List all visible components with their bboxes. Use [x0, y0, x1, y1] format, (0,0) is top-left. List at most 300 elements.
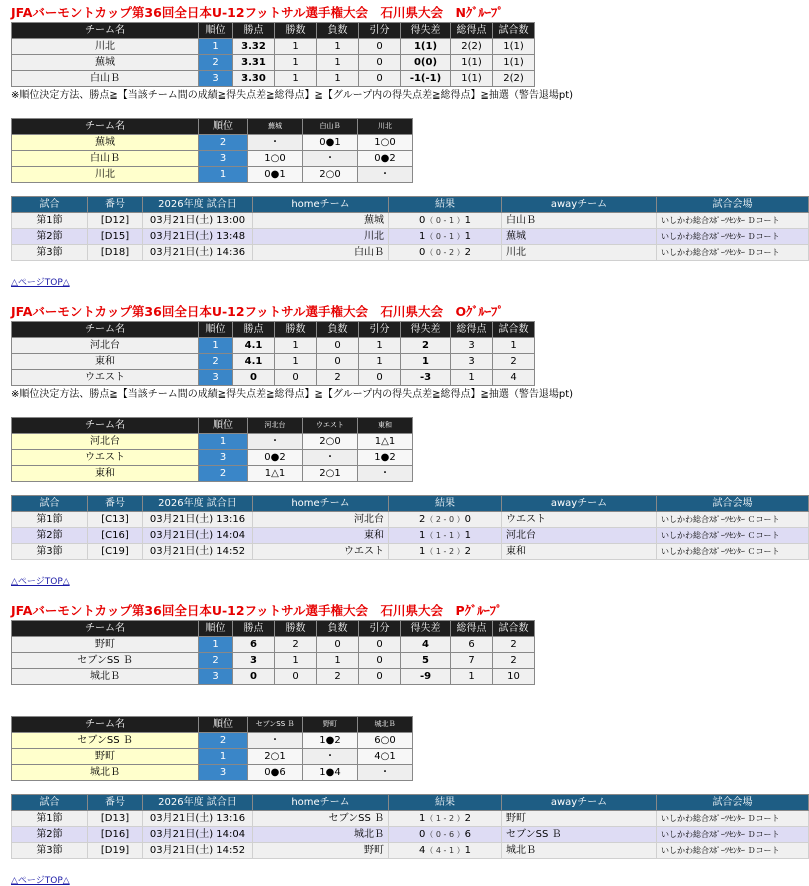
standings-header — [12, 322, 535, 338]
rank-cell: 3 — [199, 450, 248, 466]
match-number: [D18] — [88, 245, 143, 261]
match-result — [389, 811, 502, 827]
round-cell: 第1節 — [12, 213, 88, 229]
matrix-row — [12, 434, 413, 450]
standings-cell: 1(1) — [493, 39, 535, 55]
matrix-header-cell: 順位 — [199, 119, 248, 135]
matrix-header-cell: チーム名 — [12, 717, 199, 733]
rank-cell: 3 — [199, 669, 233, 685]
games-header — [12, 795, 809, 811]
match-number: [D13] — [88, 811, 143, 827]
rank-cell: 2 — [199, 354, 233, 370]
standings-row — [12, 55, 535, 71]
results-matrix — [11, 417, 413, 482]
standings-cell: 0(0) — [401, 55, 451, 71]
standings-cell: 1 — [275, 39, 317, 55]
away-team: 野町 — [502, 811, 657, 827]
round-cell: 第1節 — [12, 512, 88, 528]
standings-cell: 1(1) — [451, 55, 493, 71]
standings-row — [12, 338, 535, 354]
standings-cell: 1 — [317, 71, 359, 87]
standings-cell: -9 — [401, 669, 451, 685]
standings-cell: 1 — [493, 338, 535, 354]
venue: いしかわ総合ｽﾎﾟｰﾂｾﾝﾀｰ Ｃコート — [657, 512, 809, 528]
game-row — [12, 245, 809, 261]
team-name: 蕪城 — [12, 55, 199, 71]
matrix-header — [12, 119, 413, 135]
standings-cell: 2 — [317, 669, 359, 685]
rank-cell: 2 — [199, 653, 233, 669]
venue: いしかわ総合ｽﾎﾟｰﾂｾﾝﾀｰ Ｃコート — [657, 544, 809, 560]
away-team: 川北 — [502, 245, 657, 261]
standings-cell: 1(1) — [401, 39, 451, 55]
venue: いしかわ総合ｽﾎﾟｰﾂｾﾝﾀｰ Ｄコート — [657, 213, 809, 229]
standings-cell: 0 — [359, 39, 401, 55]
match-date: 03月21日(土) 14:36 — [143, 245, 253, 261]
standings-table — [11, 321, 535, 386]
matrix-row — [12, 733, 413, 749]
standings-cell: 0 — [359, 55, 401, 71]
standings-cell: 3.32 — [233, 39, 275, 55]
standings-cell: 4.1 — [233, 354, 275, 370]
matrix-result: 2○0 — [303, 167, 358, 183]
match-number: [C16] — [88, 528, 143, 544]
standings-header-cell: 引分 — [359, 621, 401, 637]
match-date: 03月21日(土) 13:16 — [143, 512, 253, 528]
team-name: 河北台 — [12, 338, 199, 354]
match-date: 03月21日(土) 13:48 — [143, 229, 253, 245]
round-cell: 第3節 — [12, 544, 88, 560]
venue: いしかわ総合ｽﾎﾟｰﾂｾﾝﾀｰ Ｄコート — [657, 229, 809, 245]
away-score: 1 — [464, 530, 471, 541]
match-number: [D15] — [88, 229, 143, 245]
standings-header-cell: 試合数 — [493, 23, 535, 39]
standings-header-cell: 試合数 — [493, 621, 535, 637]
matrix-result: ・ — [303, 450, 358, 466]
round-cell: 第1節 — [12, 811, 88, 827]
rank-cell: 1 — [199, 338, 233, 354]
standings-cell: 0 — [359, 653, 401, 669]
half-time-score: （ 1 - 2 ） — [425, 547, 465, 556]
matrix-row — [12, 450, 413, 466]
home-team: 白山Ｂ — [253, 245, 389, 261]
matrix-result: ・ — [358, 466, 413, 482]
standings-cell: 2 — [493, 354, 535, 370]
team-name: 白山Ｂ — [12, 151, 199, 167]
half-time-score: （ 4 - 1 ） — [425, 846, 465, 855]
away-team: 城北Ｂ — [502, 843, 657, 859]
rank-cell: 2 — [199, 733, 248, 749]
standings-cell: 2 — [275, 637, 317, 653]
away-score: 1 — [464, 845, 471, 856]
match-date: 03月21日(土) 14:52 — [143, 843, 253, 859]
games-header-cell: 2026年度 試合日 — [143, 496, 253, 512]
match-number: [D12] — [88, 213, 143, 229]
match-result — [389, 544, 502, 560]
game-row — [12, 544, 809, 560]
standings-cell: 3.31 — [233, 55, 275, 71]
standings-cell: 6 — [233, 637, 275, 653]
matrix-row — [12, 167, 413, 183]
matrix-result: ・ — [248, 733, 303, 749]
venue: いしかわ総合ｽﾎﾟｰﾂｾﾝﾀｰ Ｄコート — [657, 827, 809, 843]
standings-header-cell: 勝点 — [233, 322, 275, 338]
half-time-score: （ 0 - 2 ） — [425, 248, 465, 257]
home-team: 河北台 — [253, 512, 389, 528]
matrix-result: 1△1 — [358, 434, 413, 450]
group-title: JFAバーモントカップ第36回全日本U-12フットサル選手権大会 石川県大会 Nｸﾞﾙｰﾌﾟ — [11, 5, 504, 20]
matrix-result: 6○0 — [358, 733, 413, 749]
matrix-header-cell: 順位 — [199, 418, 248, 434]
games-header-cell: awayチーム — [502, 795, 657, 811]
standings-header-cell: 負数 — [317, 621, 359, 637]
match-number: [D19] — [88, 843, 143, 859]
match-date: 03月21日(土) 14:04 — [143, 827, 253, 843]
standings-row — [12, 653, 535, 669]
match-number: [D16] — [88, 827, 143, 843]
rank-cell: 2 — [199, 135, 248, 151]
games-header-cell: 試合 — [12, 795, 88, 811]
standings-cell: 4 — [401, 637, 451, 653]
team-name: 東和 — [12, 466, 199, 482]
games-header-cell: 試合 — [12, 197, 88, 213]
game-row — [12, 827, 809, 843]
standings-header-cell: 得失差 — [401, 23, 451, 39]
matrix-result: ・ — [248, 434, 303, 450]
game-row — [12, 811, 809, 827]
rank-cell: 1 — [199, 749, 248, 765]
standings-cell: 0 — [233, 370, 275, 386]
away-team: 白山Ｂ — [502, 213, 657, 229]
games-header — [12, 197, 809, 213]
rank-cell: 2 — [199, 466, 248, 482]
matrix-header-cell: 城北Ｂ — [358, 717, 413, 733]
standings-row — [12, 71, 535, 87]
matrix-result: ・ — [358, 765, 413, 781]
half-time-score: （ 1 - 1 ） — [425, 531, 465, 540]
matrix-result: 0●2 — [248, 450, 303, 466]
matrix-header-cell: 順位 — [199, 717, 248, 733]
standings-cell: 1 — [317, 653, 359, 669]
standings-cell: 0 — [317, 338, 359, 354]
team-name: ウエスト — [12, 370, 199, 386]
matrix-header-cell: セブンSS Ｂ — [248, 717, 303, 733]
home-score: 1 — [419, 546, 426, 557]
standings-cell: 1 — [275, 354, 317, 370]
home-team: 城北Ｂ — [253, 827, 389, 843]
home-score: 0 — [419, 215, 426, 226]
standings-header-cell: 負数 — [317, 23, 359, 39]
standings-table — [11, 620, 535, 685]
standings-row — [12, 637, 535, 653]
team-name: ウエスト — [12, 450, 199, 466]
standings-cell: 1(1) — [493, 55, 535, 71]
standings-header-cell: 勝数 — [275, 23, 317, 39]
standings-cell: 1 — [359, 354, 401, 370]
home-team: セブンSS Ｂ — [253, 811, 389, 827]
standings-cell: 10 — [493, 669, 535, 685]
matrix-result: ・ — [303, 151, 358, 167]
away-score: 0 — [464, 514, 471, 525]
page-top-link[interactable]: △ページTOP△ — [11, 278, 70, 288]
standings-cell: 2(2) — [451, 39, 493, 55]
standings-header-cell: 勝数 — [275, 322, 317, 338]
games-header-cell: 試合会場 — [657, 795, 809, 811]
games-header-cell: awayチーム — [502, 496, 657, 512]
team-name: セブンSS Ｂ — [12, 733, 199, 749]
standings-cell: 3 — [233, 653, 275, 669]
away-team: 東和 — [502, 544, 657, 560]
standings-cell: 1 — [317, 39, 359, 55]
match-number: [C19] — [88, 544, 143, 560]
matrix-row — [12, 765, 413, 781]
round-cell: 第2節 — [12, 528, 88, 544]
matrix-row — [12, 151, 413, 167]
standings-cell: 1 — [317, 55, 359, 71]
standings-header-cell: 総得点 — [451, 322, 493, 338]
match-date: 03月21日(土) 13:16 — [143, 811, 253, 827]
standings-cell: 4 — [493, 370, 535, 386]
standings-header-cell: 引分 — [359, 23, 401, 39]
group-title: JFAバーモントカップ第36回全日本U-12フットサル選手権大会 石川県大会 Oｸﾞﾙｰﾌﾟ — [11, 304, 504, 319]
home-score: 4 — [419, 845, 426, 856]
team-name: 白山Ｂ — [12, 71, 199, 87]
match-date: 03月21日(土) 14:04 — [143, 528, 253, 544]
standings-cell: 3 — [451, 338, 493, 354]
home-score: 1 — [419, 530, 426, 541]
matrix-result: 2○1 — [303, 466, 358, 482]
home-team: 川北 — [253, 229, 389, 245]
games-header-cell: homeチーム — [253, 795, 389, 811]
away-team: 河北台 — [502, 528, 657, 544]
standings-cell: 3.30 — [233, 71, 275, 87]
standings-header-cell: 試合数 — [493, 322, 535, 338]
games-header-cell: 番号 — [88, 795, 143, 811]
standings-cell: 1 — [275, 55, 317, 71]
standings-cell: 5 — [401, 653, 451, 669]
rank-cell: 3 — [199, 71, 233, 87]
matrix-header — [12, 418, 413, 434]
games-header-cell: 結果 — [389, 496, 502, 512]
standings-cell: 1 — [275, 338, 317, 354]
ranking-note: ※順位決定方法、勝点≧【当該チーム間の成績≧得失点差≧総得点】≧【グループ内の得失点差≧総得点】≧抽選（警告退場pt) — [11, 90, 574, 101]
home-score: 0 — [419, 247, 426, 258]
rank-cell: 3 — [199, 151, 248, 167]
standings-cell: 0 — [317, 354, 359, 370]
venue: いしかわ総合ｽﾎﾟｰﾂｾﾝﾀｰ Ｃコート — [657, 528, 809, 544]
games-header-cell: homeチーム — [253, 197, 389, 213]
standings-table — [11, 22, 535, 87]
standings-header-cell: チーム名 — [12, 322, 199, 338]
matrix-result: 1●2 — [358, 450, 413, 466]
rank-cell: 1 — [199, 637, 233, 653]
matrix-result: 0●1 — [248, 167, 303, 183]
games-header-cell: homeチーム — [253, 496, 389, 512]
home-team: ウエスト — [253, 544, 389, 560]
match-result — [389, 512, 502, 528]
matrix-result: 0●1 — [303, 135, 358, 151]
game-row — [12, 229, 809, 245]
page-top-link[interactable]: △ページTOP△ — [11, 876, 70, 886]
team-name: 城北Ｂ — [12, 765, 199, 781]
standings-cell: 3 — [451, 354, 493, 370]
standings-header-cell: 得失差 — [401, 322, 451, 338]
standings-cell: 0 — [359, 370, 401, 386]
venue: いしかわ総合ｽﾎﾟｰﾂｾﾝﾀｰ Ｄコート — [657, 843, 809, 859]
team-name: 野町 — [12, 637, 199, 653]
standings-cell: 0 — [275, 669, 317, 685]
standings-header — [12, 23, 535, 39]
games-header-cell: 試合会場 — [657, 496, 809, 512]
matrix-result: 1○0 — [358, 135, 413, 151]
matrix-row — [12, 749, 413, 765]
half-time-score: （ 0 - 1 ） — [425, 216, 465, 225]
away-score: 2 — [464, 813, 471, 824]
round-cell: 第3節 — [12, 843, 88, 859]
games-header-cell: 結果 — [389, 197, 502, 213]
away-score: 2 — [464, 546, 471, 557]
game-row — [12, 512, 809, 528]
games-table — [11, 495, 809, 560]
match-result — [389, 843, 502, 859]
rank-cell: 3 — [199, 370, 233, 386]
home-team: 野町 — [253, 843, 389, 859]
venue: いしかわ総合ｽﾎﾟｰﾂｾﾝﾀｰ Ｄコート — [657, 245, 809, 261]
matrix-result: ・ — [248, 135, 303, 151]
standings-header — [12, 621, 535, 637]
team-name: 東和 — [12, 354, 199, 370]
rank-cell: 1 — [199, 434, 248, 450]
matrix-header-cell: 河北台 — [248, 418, 303, 434]
matrix-header-cell: 白山Ｂ — [303, 119, 358, 135]
home-score: 1 — [419, 231, 426, 242]
games-header-cell: 2026年度 試合日 — [143, 197, 253, 213]
results-matrix — [11, 716, 413, 781]
team-name: 野町 — [12, 749, 199, 765]
standings-row — [12, 669, 535, 685]
standings-cell: 1(1) — [451, 71, 493, 87]
match-result — [389, 229, 502, 245]
standings-cell: 2 — [401, 338, 451, 354]
standings-cell: -1(-1) — [401, 71, 451, 87]
standings-cell: -3 — [401, 370, 451, 386]
half-time-score: （ 2 - 0 ） — [425, 515, 465, 524]
home-score: 1 — [419, 813, 426, 824]
standings-header-cell: 順位 — [199, 621, 233, 637]
home-team: 蕪城 — [253, 213, 389, 229]
games-header-cell: 番号 — [88, 496, 143, 512]
match-result — [389, 528, 502, 544]
half-time-score: （ 1 - 2 ） — [425, 814, 465, 823]
home-team: 東和 — [253, 528, 389, 544]
venue: いしかわ総合ｽﾎﾟｰﾂｾﾝﾀｰ Ｄコート — [657, 811, 809, 827]
team-name: 川北 — [12, 167, 199, 183]
away-score: 1 — [464, 231, 471, 242]
standings-header-cell: 総得点 — [451, 23, 493, 39]
matrix-result: ・ — [358, 167, 413, 183]
matrix-result: 1○0 — [248, 151, 303, 167]
matrix-header-cell: チーム名 — [12, 418, 199, 434]
standings-cell: 2 — [317, 370, 359, 386]
away-team: ウエスト — [502, 512, 657, 528]
games-header — [12, 496, 809, 512]
team-name: セブンSS Ｂ — [12, 653, 199, 669]
matrix-result: 2○0 — [303, 434, 358, 450]
matrix-header-cell: 野町 — [303, 717, 358, 733]
standings-cell: 0 — [359, 71, 401, 87]
team-name: 川北 — [12, 39, 199, 55]
games-header-cell: 番号 — [88, 197, 143, 213]
standings-cell: 4.1 — [233, 338, 275, 354]
standings-row — [12, 354, 535, 370]
game-row — [12, 528, 809, 544]
matrix-result: ・ — [303, 749, 358, 765]
standings-cell: 1 — [451, 370, 493, 386]
game-row — [12, 843, 809, 859]
rank-cell: 1 — [199, 167, 248, 183]
half-time-score: （ 0 - 1 ） — [425, 232, 465, 241]
match-date: 03月21日(土) 14:52 — [143, 544, 253, 560]
standings-header-cell: 引分 — [359, 322, 401, 338]
matrix-result: 0●6 — [248, 765, 303, 781]
matrix-result: 4○1 — [358, 749, 413, 765]
standings-cell: 1 — [275, 653, 317, 669]
games-header-cell: 結果 — [389, 795, 502, 811]
matrix-result: 1△1 — [248, 466, 303, 482]
standings-cell: 0 — [359, 637, 401, 653]
standings-header-cell: 勝点 — [233, 23, 275, 39]
standings-cell: 1 — [275, 71, 317, 87]
ranking-note: ※順位決定方法、勝点≧【当該チーム間の成績≧得失点差≧総得点】≧【グループ内の得失点差≧総得点】≧抽選（警告退場pt) — [11, 389, 574, 400]
standings-cell: 7 — [451, 653, 493, 669]
standings-header-cell: 順位 — [199, 23, 233, 39]
rank-cell: 3 — [199, 765, 248, 781]
away-score: 2 — [464, 247, 471, 258]
home-score: 2 — [419, 514, 426, 525]
game-row — [12, 213, 809, 229]
standings-header-cell: 得失差 — [401, 621, 451, 637]
standings-cell: 0 — [233, 669, 275, 685]
games-header-cell: 試合会場 — [657, 197, 809, 213]
matrix-row — [12, 466, 413, 482]
results-matrix — [11, 118, 413, 183]
match-result — [389, 827, 502, 843]
matrix-header — [12, 717, 413, 733]
matrix-result: 2○1 — [248, 749, 303, 765]
team-name: 河北台 — [12, 434, 199, 450]
matrix-row — [12, 135, 413, 151]
standings-header-cell: 総得点 — [451, 621, 493, 637]
match-number: [C13] — [88, 512, 143, 528]
games-header-cell: 2026年度 試合日 — [143, 795, 253, 811]
standings-header-cell: チーム名 — [12, 621, 199, 637]
standings-row — [12, 39, 535, 55]
standings-header-cell: 勝数 — [275, 621, 317, 637]
standings-cell: 2 — [493, 637, 535, 653]
round-cell: 第3節 — [12, 245, 88, 261]
team-name: 蕪城 — [12, 135, 199, 151]
standings-cell: 2 — [493, 653, 535, 669]
standings-cell: 0 — [359, 669, 401, 685]
group-title: JFAバーモントカップ第36回全日本U-12フットサル選手権大会 石川県大会 Pｸﾞﾙｰﾌﾟ — [11, 603, 503, 618]
standings-cell: 1 — [451, 669, 493, 685]
away-team: 蕪城 — [502, 229, 657, 245]
page-top-link[interactable]: △ページTOP△ — [11, 577, 70, 587]
standings-header-cell: 順位 — [199, 322, 233, 338]
standings-cell: 1 — [401, 354, 451, 370]
standings-header-cell: 負数 — [317, 322, 359, 338]
games-header-cell: 試合 — [12, 496, 88, 512]
